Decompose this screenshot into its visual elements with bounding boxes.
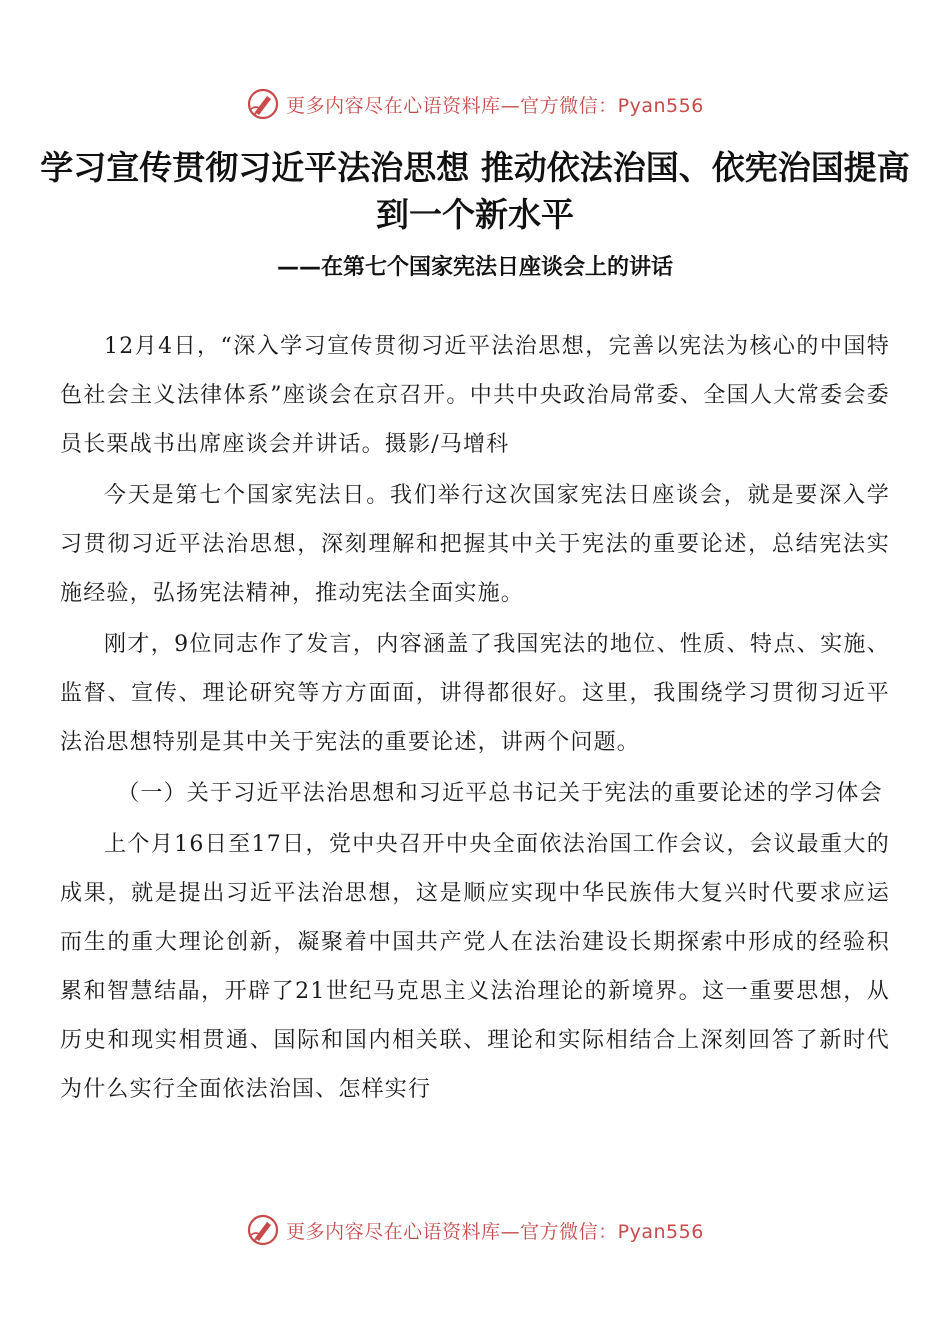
- watermark-text: 更多内容尽在心语资料库—官方微信：Pyan556: [286, 94, 704, 117]
- document-body: [60, 322, 890, 1116]
- watermark-banner-top: [0, 86, 950, 122]
- paragraph: 12月4日，“深入学习宣传贯彻习近平法治思想，完善以宪法为核心的中国特色社会主义法律体系”座谈会在京召开。中共中央政治局常委、全国人大常委会委员长栗战书出席座谈会并讲话。摄影/马增科: [60, 334, 890, 457]
- paragraph: 上个月16日至17日，党中央召开中央全面依法治国工作会议，会议最重大的成果，就是提出习近平法治思想，这是顺应实现中华民族伟大复兴时代要求应运而生的重大理论创新，凝聚着中国共产党人在法治建设长期探索中形成的经验积累和智慧结晶，开辟了21世纪马克思主义法治理论的新境界。这一重要思想，从历史和现实相贯通、国际和国内相关联、理论和实际相结合上深刻回答了新时代为什么实行全面依法治国、怎样实行: [60, 832, 890, 1102]
- paragraph: 刚才，9位同志作了发言，内容涵盖了我国宪法的地位、性质、特点、实施、监督、宣传、理论研究等方方面面，讲得都很好。这里，我围绕学习贯彻习近平法治思想特别是其中关于宪法的重要论述，讲两个问题。: [60, 632, 890, 755]
- watermark-banner-bottom: [0, 1212, 950, 1248]
- watermark-text: 更多内容尽在心语资料库—官方微信：Pyan556: [286, 1220, 704, 1243]
- paragraph: 今天是第七个国家宪法日。我们举行这次国家宪法日座谈会，就是要深入学习贯彻习近平法治思想，深刻理解和把握其中关于宪法的重要论述，总结宪法实施经验，弘扬宪法精神，推动宪法全面实施。: [60, 483, 890, 606]
- document-title: 学习宣传贯彻习近平法治思想 推动依法治国、依宪治国提高到一个新水平: [40, 148, 910, 234]
- pen-logo-icon: [246, 1213, 280, 1247]
- document-subtitle: ——在第七个国家宪法日座谈会上的讲话: [276, 255, 673, 280]
- section-heading: （一）关于习近平法治思想和习近平总书记关于宪法的重要论述的学习体会: [117, 781, 883, 806]
- pen-logo-icon: [246, 87, 280, 121]
